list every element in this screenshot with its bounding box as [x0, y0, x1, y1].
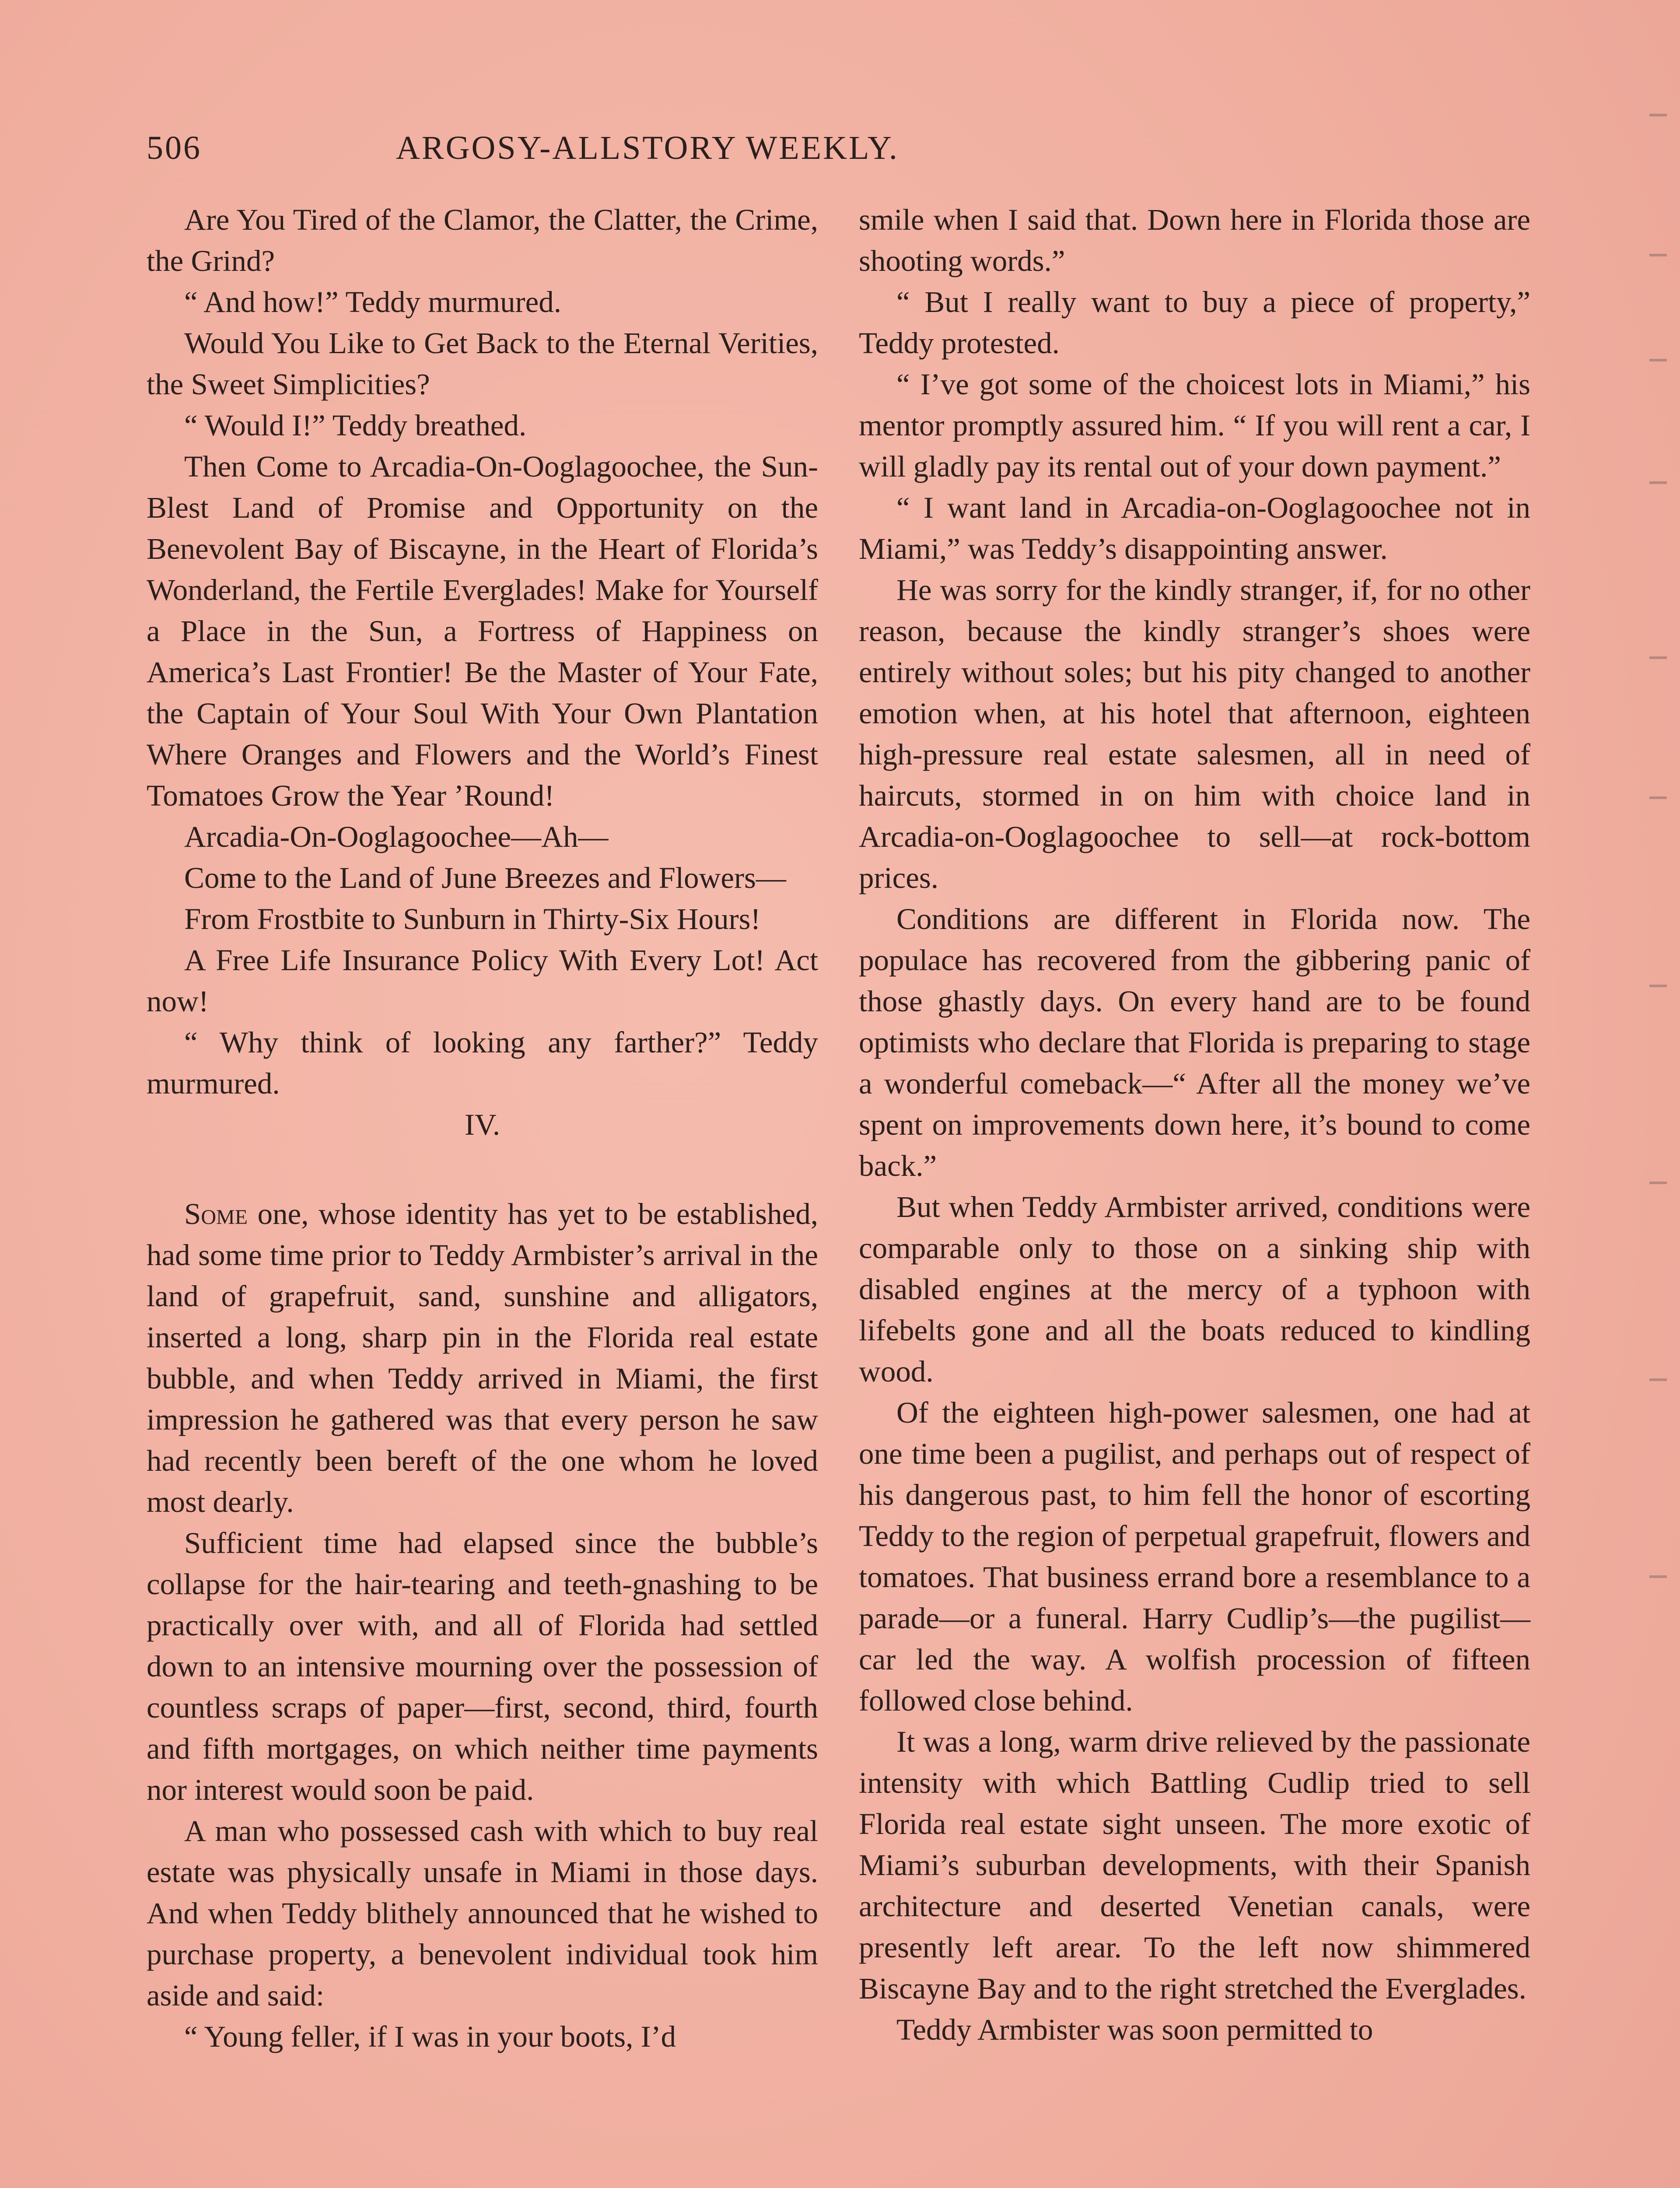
- margin-mark: [1649, 254, 1667, 256]
- paragraph: But when Teddy Armbister arrived, conditions were comparable only to those on a sinking ship with disabled engines at the mercy of a typhoon with lifebelts gone and all the boats reduced to kindling wood.: [859, 1190, 1530, 1388]
- margin-mark: [1649, 481, 1667, 484]
- drop-word: Some: [184, 1197, 248, 1231]
- paragraph: Conditions are different in Florida now. The populace has recovered from the gibbering panic of those ghastly days. On every hand are to be found optimists who declare that Florida is preparing to stage a wonderful comeback—“ After all the money we’ve spent on improvements down here, it’s bound to come back.”: [859, 902, 1530, 1182]
- paragraph: He was sorry for the kindly stranger, if, for no other reason, because the kindly stranger’s shoes were entirely without soles; but his pity changed to another emotion when, at his hotel that afternoon, eighteen high-pressure real estate salesmen, all in need of haircuts, stormed in on him with choice land in Arcadia-on-Ooglagoochee to sell—at rock-bottom prices.: [859, 573, 1530, 894]
- left-column: [147, 199, 818, 2057]
- section-spacer: [147, 1145, 818, 1193]
- paragraph: Of the eighteen high-power salesmen, one had at one time been a pugilist, and perhaps out of respect of his dangerous past, to him fell the honor of escorting Teddy to the region of perpetual grapefruit, flowers and tomatoes. That business errand bore a resemblance to a parade—or a funeral. Harry Cudlip’s—the pugilist—car led the way. A wolfish procession of fifteen followed close behind.: [859, 1396, 1530, 1717]
- paragraph: A Free Life Insurance Policy With Every Lot! Act now!: [147, 943, 818, 1018]
- paragraph: “ Why think of looking any farther?” Teddy murmured.: [147, 1026, 818, 1100]
- margin-mark: [1649, 1378, 1667, 1381]
- paragraph: smile when I said that. Down here in Florida those are shooting words.”: [859, 203, 1530, 277]
- page-header: [147, 125, 1148, 177]
- paragraph: “ And how!” Teddy murmured.: [184, 285, 561, 319]
- paragraph: Come to the Land of June Breezes and Flowers—: [184, 861, 786, 894]
- right-column: [859, 199, 1530, 2050]
- binding-margin-marks: [1632, 88, 1667, 1663]
- paragraph: [147, 1193, 818, 1522]
- paragraph: Sufficient time had elapsed since the bubble’s collapse for the hair-tearing and teeth-gnashing to be practically over with, and all of Florida had settled down to an intensive mourning over the possession of countless scraps of paper—first, second, third, fourth and fifth mortgages, on which neither time payments nor interest would soon be paid.: [147, 1526, 818, 1806]
- paragraph: “ But I really want to buy a piece of property,” Teddy protested.: [859, 285, 1530, 360]
- paragraph: “ Young feller, if I was in your boots, I’d: [184, 2020, 676, 2053]
- margin-mark: [1649, 1575, 1667, 1578]
- paragraph: “ Would I!” Teddy breathed.: [184, 409, 527, 442]
- page-number: 506: [147, 130, 202, 166]
- margin-mark: [1649, 359, 1667, 361]
- paragraph: Teddy Armbister was soon permitted to: [896, 2013, 1373, 2046]
- paragraph: A man who possessed cash with which to buy real estate was physically unsafe in Miami in those days. And when Teddy blithely announced that he wished to purchase property, a benevolent individual took him aside and said:: [147, 1814, 818, 2012]
- margin-mark: [1649, 114, 1667, 116]
- paragraph: Arcadia-On-Ooglagoochee—Ah—: [184, 820, 609, 853]
- margin-mark: [1649, 1182, 1667, 1184]
- paragraph: Would You Like to Get Back to the Eternal Verities, the Sweet Simplicities?: [147, 326, 818, 401]
- paragraph: “ I want land in Arcadia-on-Ooglagoochee not in Miami,” was Teddy’s disappointing answer.: [859, 491, 1530, 565]
- paragraph-text: one, whose identity has yet to be established, had some time prior to Teddy Armbister’s arrival in the land of grapefruit, sand, sunshine and alligators, inserted a long, sharp pin in the Florida real estate bubble, and when Teddy arrived in Miami, the first impression he gathered was that every person he saw had recently been bereft of the one whom he loved most dearly.: [147, 1197, 818, 1518]
- running-head: ARGOSY-ALLSTORY WEEKLY.: [396, 130, 899, 166]
- section-number: IV.: [464, 1108, 500, 1141]
- margin-mark: [1649, 985, 1667, 987]
- margin-mark: [1649, 656, 1667, 659]
- margin-mark: [1649, 796, 1667, 799]
- paragraph: “ I’ve got some of the choicest lots in Miami,” his mentor promptly assured him. “ If you will rent a car, I will gladly pay its rental out of your down payment.”: [859, 368, 1530, 483]
- paragraph: Are You Tired of the Clamor, the Clatter, the Crime, the Grind?: [147, 203, 818, 277]
- paragraph: It was a long, warm drive relieved by the passionate intensity with which Battling Cudlip tried to sell Florida real estate sight unseen. The more exotic of Miami’s suburban developments, with their Spanish architecture and deserted Venetian canals, were presently left arear. To the left now shimmered Biscayne Bay and to the right stretched the Everglades.: [859, 1725, 1530, 2005]
- paragraph: Then Come to Arcadia-On-Ooglagoochee, the Sun-Blest Land of Promise and Opportunity on the Benevolent Bay of Biscayne, in the Heart of Florida’s Wonderland, the Fertile Everglades! Make for Yourself a Place in the Sun, a Fortress of Happiness on America’s Last Frontier! Be the Master of Your Fate, the Captain of Your Soul With Your Own Plantation Where Oranges and Flowers and the World’s Finest Tomatoes Grow the Year ’Round!: [147, 450, 818, 812]
- paragraph: From Frostbite to Sunburn in Thirty-Six Hours!: [184, 902, 761, 936]
